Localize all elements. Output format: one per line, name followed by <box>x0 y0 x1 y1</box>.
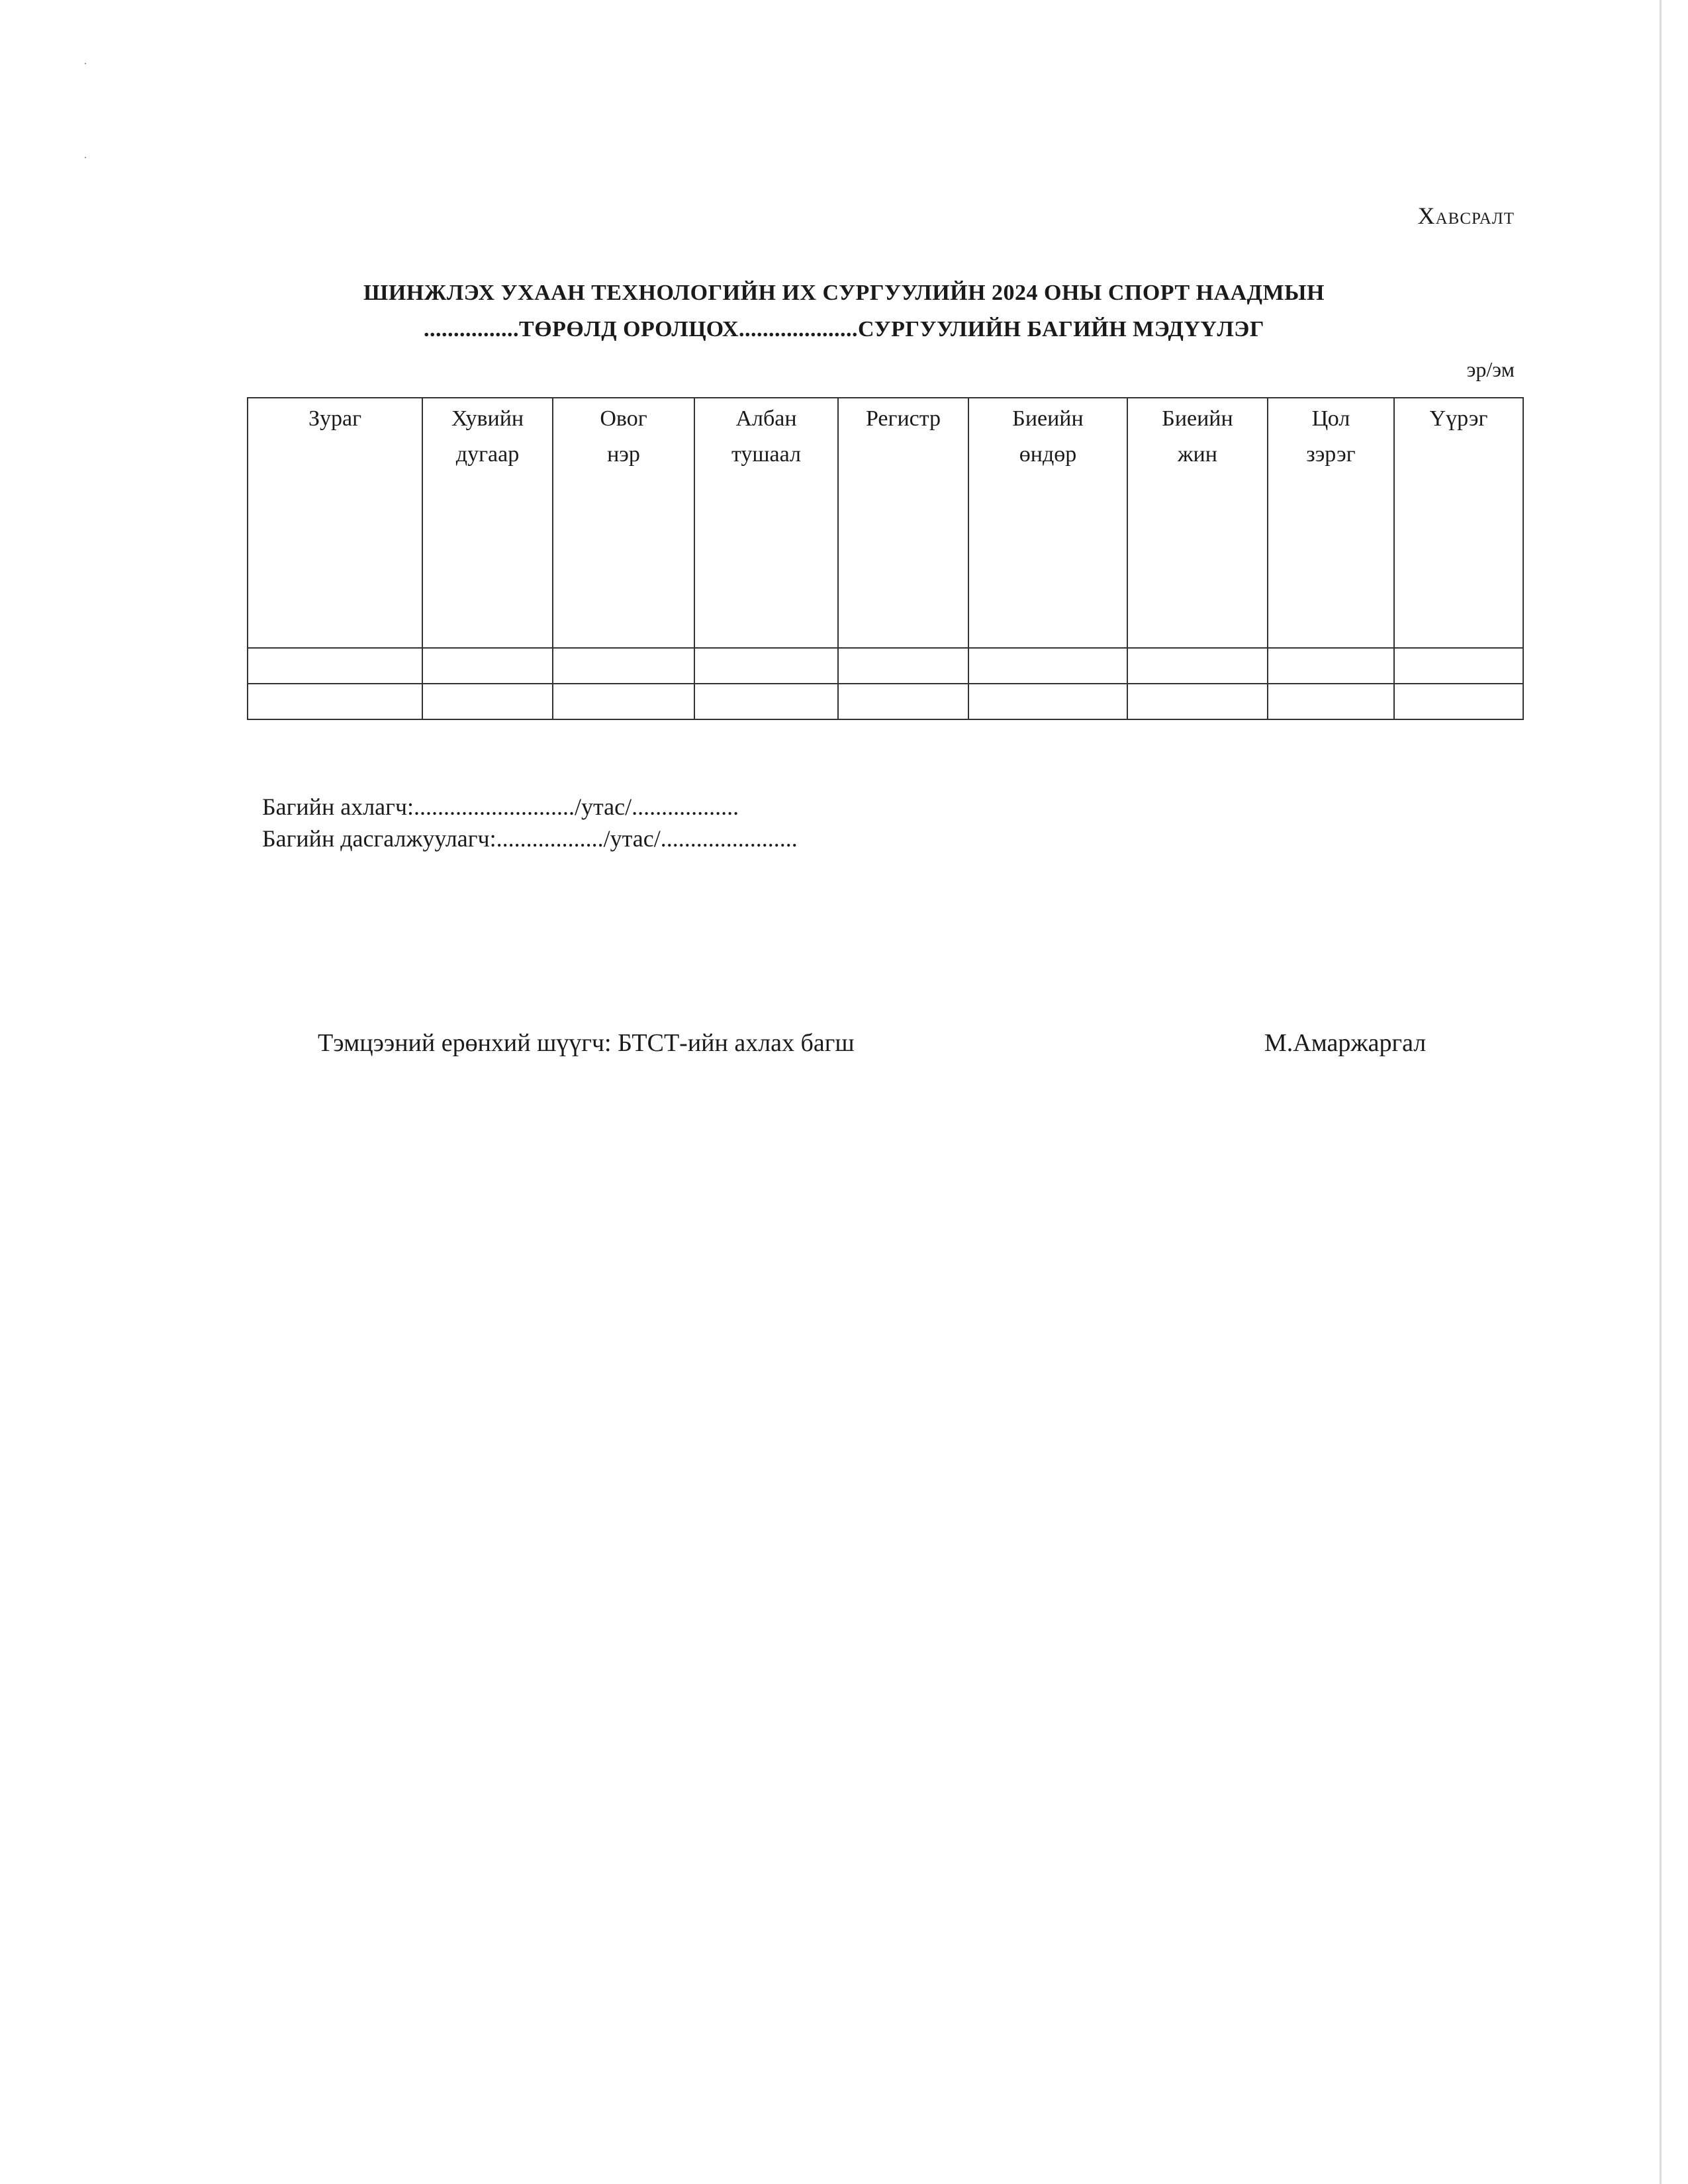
gender-note: эр/эм <box>1466 357 1515 381</box>
table-cell[interactable] <box>694 648 838 684</box>
column-header-name: Овог нэр <box>553 398 694 648</box>
appendix-label: Хавсралт <box>1417 203 1515 229</box>
table-cell[interactable] <box>968 684 1127 719</box>
table-cell[interactable] <box>422 684 553 719</box>
table-cell[interactable] <box>248 684 422 719</box>
chief-judge-name: М.Амаржаргал <box>1264 1029 1427 1057</box>
table-cell[interactable] <box>838 684 968 719</box>
scan-speck: · <box>83 57 87 70</box>
table-cell[interactable] <box>1127 684 1268 719</box>
scan-speck: · <box>83 151 87 164</box>
column-header-weight: Биеийн жин <box>1127 398 1268 648</box>
table-cell[interactable] <box>1268 684 1394 719</box>
table-cell[interactable] <box>422 648 553 684</box>
team-captain-line: Багийн ахлагч:.........................../утас/.................. <box>262 794 739 820</box>
table-cell[interactable] <box>1127 648 1268 684</box>
table-cell[interactable] <box>1394 684 1523 719</box>
table-cell[interactable] <box>1394 648 1523 684</box>
table-cell[interactable] <box>838 648 968 684</box>
team-roster-table <box>247 397 1524 720</box>
table-cell[interactable] <box>968 648 1127 684</box>
column-header-height: Биеийн өндөр <box>968 398 1127 648</box>
table-cell[interactable] <box>553 648 694 684</box>
column-header-photo: Зураг <box>248 398 422 648</box>
column-header-personal-number: Хувийн дугаар <box>422 398 553 648</box>
table-row <box>248 648 1523 684</box>
team-coach-line: Багийн дасгалжуулагч:................../утас/....................... <box>262 825 798 852</box>
table-cell[interactable] <box>694 684 838 719</box>
column-header-position: Албан тушаал <box>694 398 838 648</box>
table-header-row <box>248 398 1523 648</box>
team-contacts <box>262 791 798 854</box>
table-row <box>248 684 1523 719</box>
document-title-line-2: ................ТӨРӨЛД ОРОЛЦОХ....................СУРГУУЛИЙН БАГИЙН МЭДҮҮЛЭГ <box>424 317 1264 341</box>
table-cell[interactable] <box>553 684 694 719</box>
document-title-line-1: ШИНЖЛЭХ УХААН ТЕХНОЛОГИЙН ИХ СУРГУУЛИЙН 2024 ОНЫ СПОРТ НААДМЫН <box>363 281 1325 305</box>
table-cell[interactable] <box>1268 648 1394 684</box>
column-header-rank: Цол зэрэг <box>1268 398 1394 648</box>
chief-judge-title: Тэмцээний ерөнхий шүүгч: БТСТ-ийн ахлах багш <box>318 1029 855 1057</box>
table-cell[interactable] <box>248 648 422 684</box>
column-header-register: Регистр <box>838 398 968 648</box>
column-header-role: Үүрэг <box>1394 398 1523 648</box>
